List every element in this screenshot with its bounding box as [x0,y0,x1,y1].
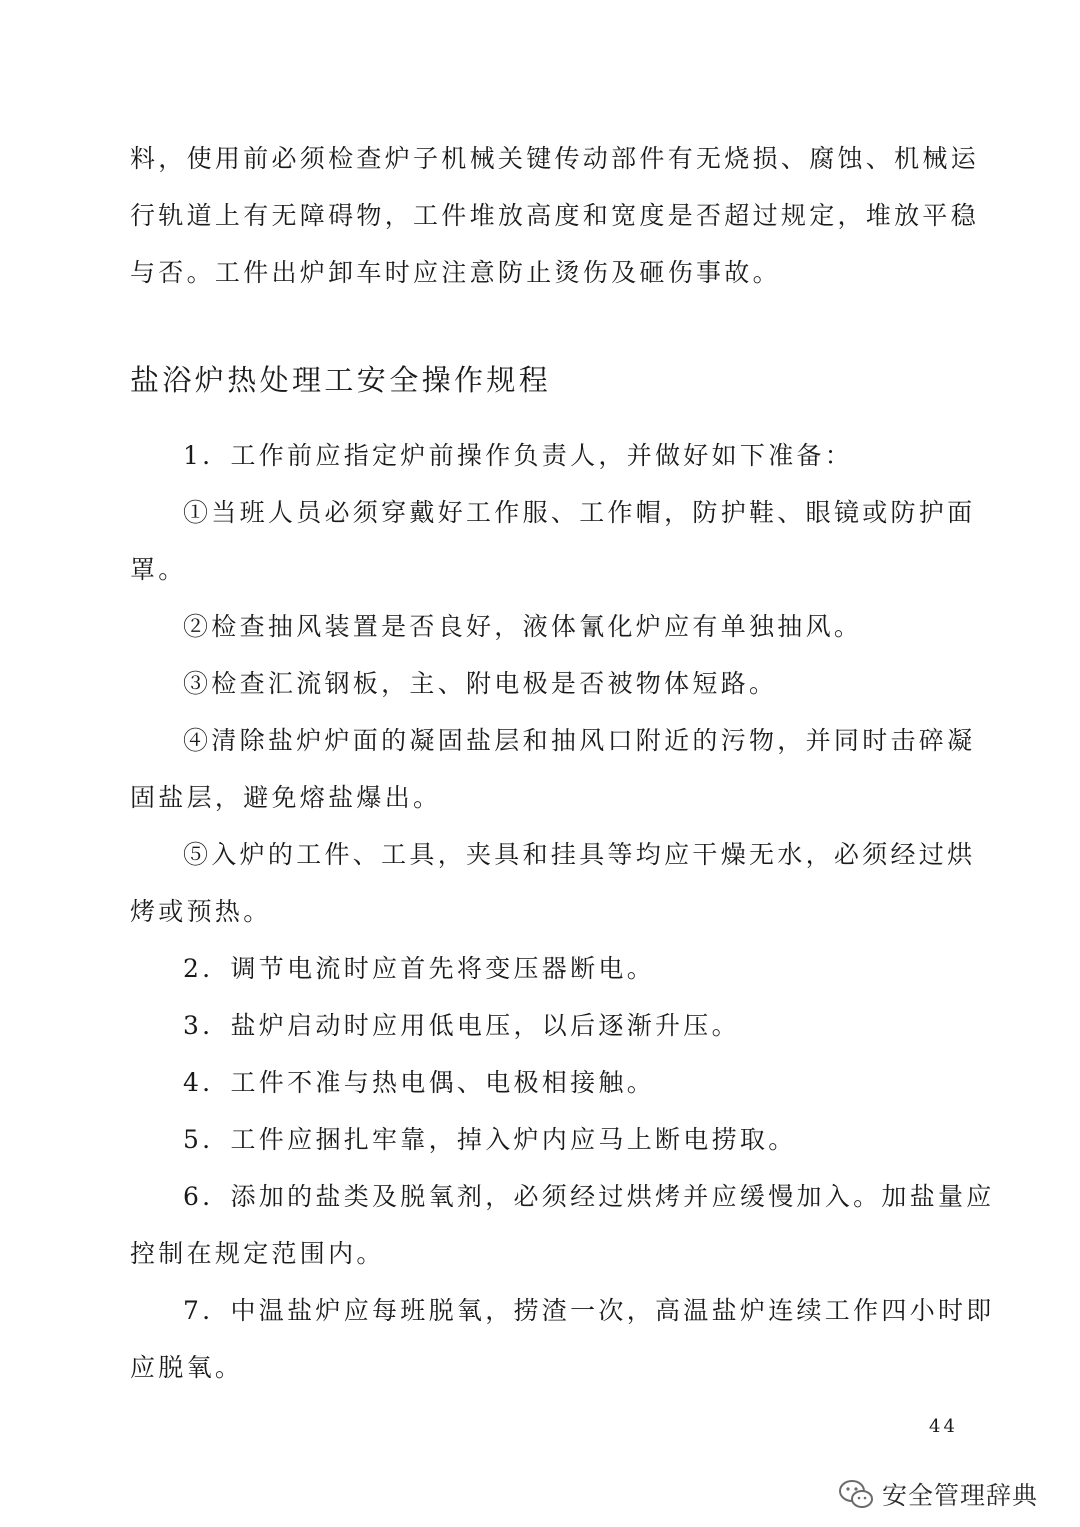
item-3: 3．盐炉启动时应用低电压，以后逐渐升压。 [183,1011,740,1040]
intro-line-2: 行轨道上有无障碍物，工件堆放高度和宽度是否超过规定，堆放平稳 [130,201,980,230]
watermark-text: 安全管理辞典 [882,1481,1039,1510]
sub-item-2: ②检查抽风装置是否良好，液体氰化炉应有单独抽风。 [183,612,863,641]
item-1: 1．工作前应指定炉前操作负责人，并做好如下准备： [183,441,854,470]
sub-item-3: ③检查汇流钢板，主、附电极是否被物体短路。 [183,669,778,698]
watermark [838,1476,1038,1512]
page-number: 44 [929,1416,958,1437]
sub-item-5-cont: 烤或预热。 [130,897,272,926]
item-6-cont: 控制在规定范围内。 [130,1239,385,1268]
sub-item-5: ⑤入炉的工件、工具，夹具和挂具等均应干燥无水，必须经过烘 [183,840,976,869]
item-5: 5．工件应捆扎牢靠，掉入炉内应马上断电捞取。 [183,1125,797,1154]
sub-item-4: ④清除盐炉炉面的凝固盐层和抽风口附近的污物，并同时击碎凝 [183,726,976,755]
sub-item-4-cont: 固盐层，避免熔盐爆出。 [130,783,442,812]
item-7: 7．中温盐炉应每班脱氧，捞渣一次，高温盐炉连续工作四小时即 [183,1296,995,1325]
sub-item-1-cont: 罩。 [130,555,187,584]
wechat-icon [838,1478,874,1510]
intro-line-1: 料，使用前必须检查炉子机械关键传动部件有无烧损、腐蚀、机械运 [130,144,980,173]
item-7-cont: 应脱氧。 [130,1353,244,1382]
item-6: 6．添加的盐类及脱氧剂，必须经过烘烤并应缓慢加入。加盐量应 [183,1182,995,1211]
item-2: 2．调节电流时应首先将变压器断电。 [183,954,656,983]
item-4: 4．工件不准与热电偶、电极相接触。 [183,1068,656,1097]
sub-item-1: ①当班人员必须穿戴好工作服、工作帽，防护鞋、眼镜或防护面 [183,498,976,527]
section-title: 盐浴炉热处理工安全操作规程 [130,363,552,397]
intro-line-3: 与否。工件出炉卸车时应注意防止烫伤及砸伤事故。 [130,258,781,287]
